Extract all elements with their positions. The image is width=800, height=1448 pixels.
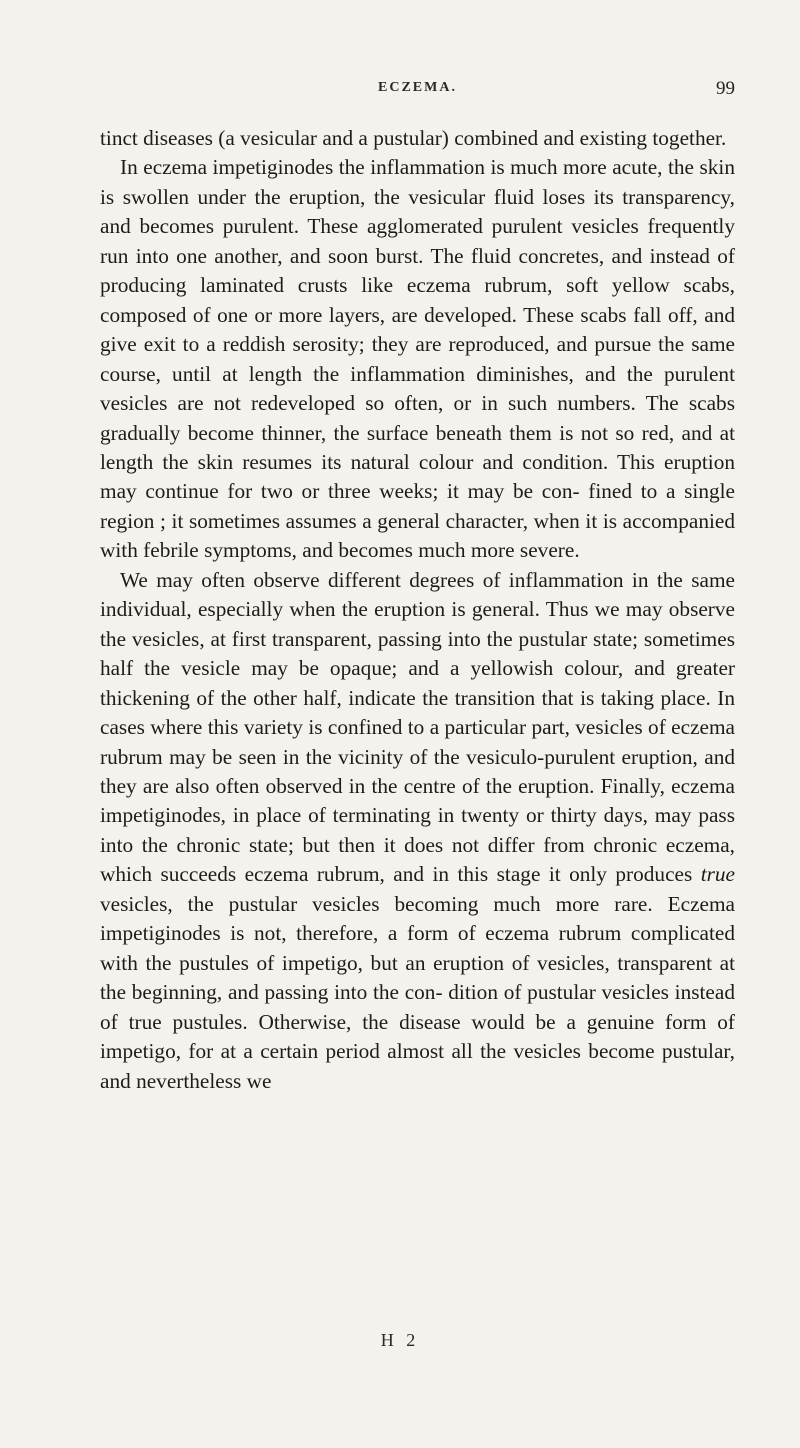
paragraph-text-after: vesicles, the pustular vesicles becoming much more rare. Eczema impetiginodes is not, therefore, a form of eczema rubrum complicated with the pustules of impetigo, but an eruption of vesicles, transparent at the beginning, and passing into the con- dition of pustular vesicles instead of true pustules. Otherwise, the disease would be a genuine form of impetigo, for at a certain period almost all the vesicles become pustular, and nevertheless we (100, 891, 735, 1093)
signature-mark: H 2 (380, 1330, 420, 1350)
italic-emphasis: true (700, 862, 735, 887)
running-title: ECZEMA. (378, 80, 457, 95)
paragraph-degrees-of-inflammation (100, 566, 735, 1096)
running-head (100, 80, 735, 108)
page-number: 99 (716, 78, 735, 99)
paragraph-continuation: tinct diseases (a vesicular and a pustular) combined and existing together. (100, 126, 727, 150)
paragraph-text-before: We may often observe different degrees of inflammation in the same individual, especially when the eruption is general. Thus we may observe the vesicles, at first transparent, passing into the pustular state; sometimes half the vesicle may be opaque; and a yellowish colour, and greater thickening of the other half, indicate the transition that is taking place. In cases where this variety is confined to a particular part, vesicles of eczema rubrum may be seen in the vicinity of the vesiculo-purulent eruption, and they are also often observed in the centre of the eruption. Finally, eczema impetiginodes, in place of terminating in twenty or thirty days, may pass into the chronic state; but then it does not differ from chronic eczema, which succeeds eczema rubrum, and in this stage it only produces (100, 567, 735, 887)
paragraph-eczema-impetiginodes: In eczema impetiginodes the inflammation is much more acute, the skin is swollen under the eruption, the vesicular fluid loses its transparency, and becomes purulent. These agglomerated purulent vesicles frequently run into one another, and soon burst. The fluid concretes, and instead of producing laminated crusts like eczema rubrum, soft yellow scabs, composed of one or more layers, are developed. These scabs fall off, and give exit to a reddish serosity; they are reproduced, and pursue the same course, until at length the inflammation diminishes, and the purulent vesicles are not redeveloped so often, or in such numbers. The scabs gradually become thinner, the surface beneath them is not so red, and at length the skin resumes its natural colour and condition. This eruption may continue for two or three weeks; it may be con- fined to a single region ; it sometimes assumes a general character, when it is accompanied with febrile symptoms, and becomes much more severe. (100, 155, 735, 563)
body-text (100, 124, 735, 1096)
